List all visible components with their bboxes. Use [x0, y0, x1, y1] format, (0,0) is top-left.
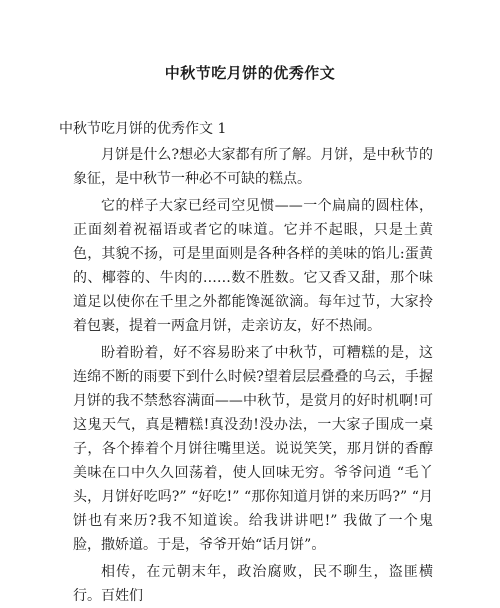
paragraph: 相传，在元朝末年，政治腐败，民不聊生，盗匪横行。百姓们: [73, 564, 433, 604]
paragraph: 它的样子大家已经司空见惯——一个扁扁的圆柱体，正面刻着祝福语或者它的味道。它并不起眼，只是土黄色，其貌不扬，可是里面则是各种各样的美味的馅儿:蛋黄的、椰蓉的、牛肉的……数不胜数。它又香又甜，那个味道足以使你在千里之外都能馋涎欲滴。每年过节，大家拎着包裹，提着一两盒月饼，走亲访友，好不热闹。: [73, 198, 433, 334]
document-body: [59, 117, 433, 608]
paragraph: 盼着盼着，好不容易盼来了中秋节，可糟糕的是，这连绵不断的雨要下到什么时候?望着层层叠叠的乌云，手握月饼的我不禁愁容满面——中秋节，是赏月的好时机啊!可这鬼天气，真是糟糕!真没劲!没办法，一大家子围成一桌子，各个捧着个月饼往嘴里送。说说笑笑，那月饼的香醇美味在口中久久回荡着，使人回味无穷。爷爷问逍 “毛丫头，月饼好吃吗?” “好吃!” “那你知道月饼的来历吗?” “月饼也有来历?我不知道诶。给我讲讲吧!” 我做了一个鬼脸，撒娇道。于是，爷爷开始“话月饼”。: [73, 345, 433, 553]
section-subheading: 中秋节吃月饼的优秀作文 1: [59, 121, 227, 137]
document-title: 中秋节吃月饼的优秀作文: [164, 64, 336, 82]
paragraph: 月饼是什么?想必大家都有所了解。月饼，是中秋节的象征，是中秋节一种必不可缺的糕点。: [73, 147, 433, 187]
